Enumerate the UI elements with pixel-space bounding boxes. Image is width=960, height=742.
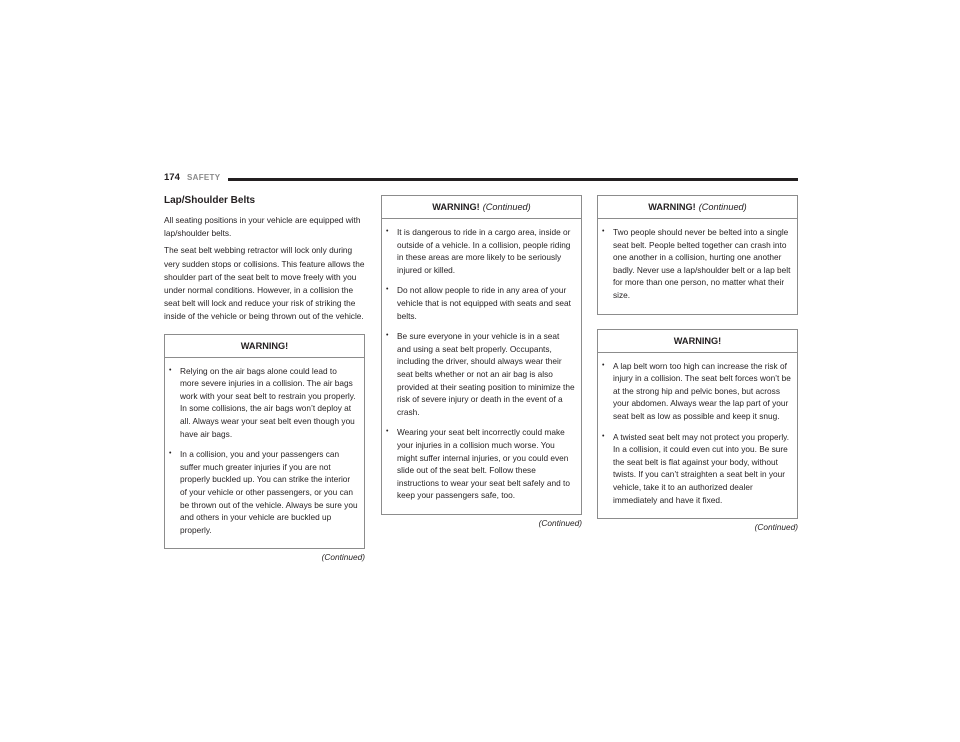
warning-list — [382, 219, 581, 514]
warning-title — [382, 196, 581, 219]
warning-item — [169, 365, 358, 441]
warning-box — [597, 195, 798, 315]
warning-item — [169, 448, 358, 536]
paragraph: All seating positions in your vehicle are equipped with lap/shoulder belts. — [164, 215, 361, 239]
continued-label: (Continued) — [538, 517, 582, 528]
bullet-icon: • — [602, 228, 605, 235]
warning-item — [386, 330, 575, 418]
warning-item-text: Wearing your seat belt incorrectly could make your injuries in a collision much worse. You might suffer internal injuries, or you could even slide out of the seat belt. Follow these instructions to wear your seat belt safely and to keep your passengers safe, too. — [397, 427, 570, 501]
warning-title-text: WARNING! — [432, 202, 480, 212]
warning-item — [602, 360, 791, 423]
warning-item-text: Relying on the air bags alone could lead to more severe injuries in a collision. The air bags work with your seat belt to restrain you properly. In some collisions, the air bags won’t deploy at all. Always wear your seat belt even though you have air bags. — [180, 365, 356, 439]
warning-title-suffix: (Continued) — [482, 202, 531, 212]
section-heading: Lap/Shoulder Belts — [164, 195, 256, 206]
continued-label: (Continued) — [754, 522, 798, 533]
bullet-icon: • — [386, 428, 389, 436]
warning-title-suffix: (Continued) — [698, 202, 747, 212]
bullet-icon: • — [386, 332, 389, 340]
bullet-icon: • — [386, 286, 389, 294]
continued-label: (Continued) — [321, 552, 365, 563]
warning-item-text: Be sure everyone in your vehicle is in a seat and using a seat belt properly. Occupants, including the driver, should always wear their seat belts whether or not an air bag is also provided at their seating position to minimize the risk of severe injury or death in the event of a crash. — [397, 331, 575, 417]
warning-title-text: WARNING! — [648, 202, 696, 212]
warning-item-text: It is dangerous to ride in a cargo area, inside or outside of a vehicle. In a collision, people riding in these areas are more likely to be seriously injured or killed. — [397, 227, 571, 275]
bullet-icon: • — [386, 228, 389, 235]
column-3 — [597, 195, 798, 532]
bullet-icon: • — [602, 361, 605, 369]
column-1 — [164, 195, 365, 562]
warning-title — [598, 330, 797, 353]
header-rule — [228, 178, 798, 181]
warning-item-text: Do not allow people to ride in any area of your vehicle that is not equipped with seats and seat belts. — [397, 285, 571, 321]
bullet-icon: • — [169, 450, 172, 458]
warning-item-text: A lap belt worn too high can increase the risk of injury in a collision. The seat belt forces won’t be at the strong hip and pelvic bones, but across your abdomen. Always wear the lap part of your seat belt as low as possible and keep it snug. — [613, 360, 791, 421]
column-2 — [381, 195, 582, 528]
warning-list — [598, 219, 797, 314]
warning-box — [597, 329, 798, 520]
section-name: SAFETY — [187, 173, 221, 182]
bullet-icon: • — [602, 432, 605, 440]
warning-title-text: WARNING! — [673, 335, 722, 346]
warning-item — [386, 426, 575, 502]
warning-title — [598, 196, 797, 219]
warning-list — [598, 353, 797, 519]
warning-item — [602, 431, 791, 507]
warning-item-text: A twisted seat belt may not protect you properly. In a collision, it could even cut into you. Be sure the seat belt is flat against your body, without twists. If you can’t straighten a seat belt in your vehicle, take it to an authorized dealer immediately and have it fixed. — [613, 431, 790, 505]
page-header — [164, 172, 798, 186]
warning-item-text: In a collision, you and your passengers can suffer much greater injuries if you are not properly buckled up. You can strike the interior of your vehicle or other passengers, or you can be thrown out of the vehicle. Always be sure you and others in your vehicle are buckled up properly. — [180, 449, 358, 535]
warning-item — [386, 284, 575, 322]
warning-item — [602, 226, 791, 302]
bullet-icon: • — [169, 366, 172, 374]
warning-title — [165, 335, 364, 358]
warning-item — [386, 226, 575, 276]
warning-list — [165, 358, 364, 549]
page-number: 174 — [164, 172, 180, 183]
warning-item-text: Two people should never be belted into a single seat belt. People belted together can crash into one another in a collision, hurting one another badly. Never use a lap/shoulder belt or a lap belt for more than one person, no matter what their size. — [613, 227, 791, 300]
warning-title-text: WARNING! — [240, 340, 289, 351]
warning-box — [164, 334, 365, 550]
warning-box — [381, 195, 582, 515]
paragraph: The seat belt webbing retractor will lock only during very sudden stops or collisions. This feature allows the shoulder part of the seat belt to move freely with you under normal conditions. However, in a collision the seat belt will lock and reduce your risk of striking the inside of the vehicle or being thrown out of the vehicle. — [164, 245, 365, 322]
